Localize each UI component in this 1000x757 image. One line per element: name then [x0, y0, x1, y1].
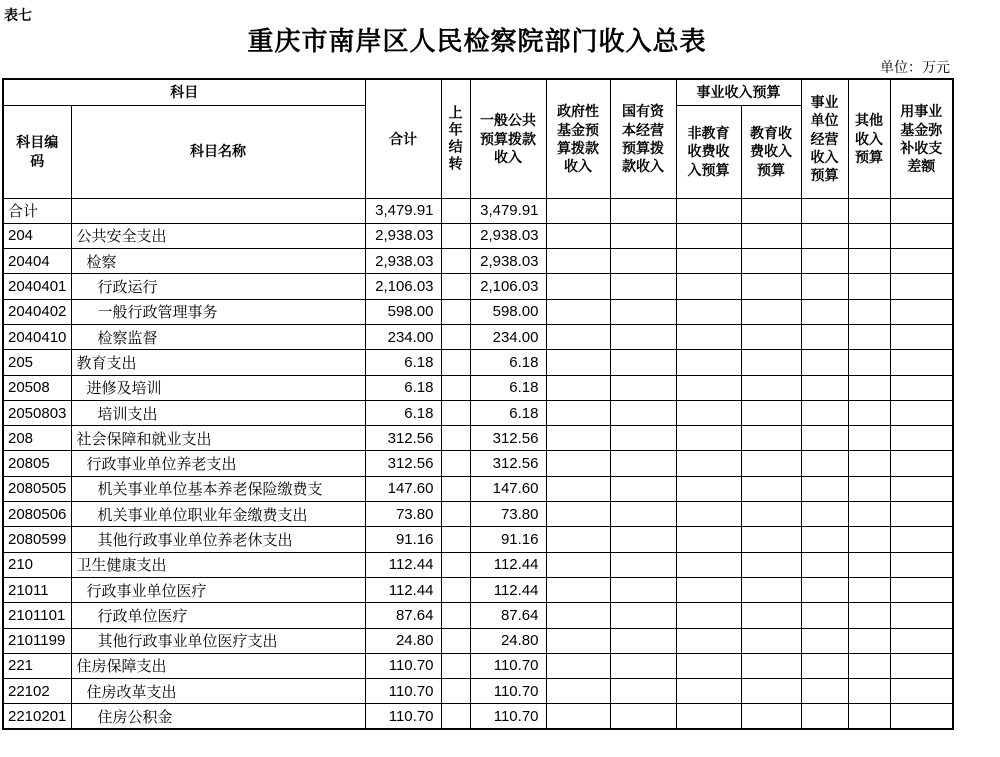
fund-subsidy-cell — [890, 426, 953, 451]
subject-code-cell: 2050803 — [3, 400, 71, 425]
other-income-cell — [848, 223, 890, 248]
state-capital-cell — [610, 653, 676, 678]
non-edu-fee-cell — [676, 451, 741, 476]
subject-code-cell: 20508 — [3, 375, 71, 400]
gov-fund-cell — [546, 426, 610, 451]
general-budget-cell: 6.18 — [470, 350, 546, 375]
general-budget-cell: 6.18 — [470, 375, 546, 400]
other-income-cell — [848, 426, 890, 451]
header-gov-fund-budget: 政府性基金预算拨款收入 — [546, 79, 610, 198]
state-capital-cell — [610, 223, 676, 248]
header-edu-fee-income: 教育收费收入预算 — [741, 105, 801, 198]
operating-income-cell — [801, 628, 848, 653]
edu-fee-cell — [741, 577, 801, 602]
table-row — [3, 527, 953, 552]
other-income-cell — [848, 628, 890, 653]
non-edu-fee-cell — [676, 653, 741, 678]
edu-fee-cell — [741, 704, 801, 729]
other-income-cell — [848, 324, 890, 349]
header-subject-code: 科目编码 — [3, 105, 71, 198]
subject-name-cell: 机关事业单位基本养老保险缴费支 — [71, 476, 365, 501]
fund-subsidy-cell — [890, 679, 953, 704]
gov-fund-cell — [546, 704, 610, 729]
subject-code-cell: 221 — [3, 653, 71, 678]
state-capital-cell — [610, 400, 676, 425]
non-edu-fee-cell — [676, 223, 741, 248]
subject-code-cell: 205 — [3, 350, 71, 375]
total-cell: 2,106.03 — [365, 274, 441, 299]
fund-subsidy-cell — [890, 603, 953, 628]
fund-subsidy-cell — [890, 451, 953, 476]
operating-income-cell — [801, 274, 848, 299]
general-budget-cell: 2,106.03 — [470, 274, 546, 299]
other-income-cell — [848, 603, 890, 628]
page-title: 重庆市南岸区人民检察院部门收入总表 — [247, 26, 707, 56]
carryover-cell — [441, 426, 470, 451]
other-income-cell — [848, 527, 890, 552]
total-cell: 110.70 — [365, 653, 441, 678]
subject-code-cell: 2080505 — [3, 476, 71, 501]
gov-fund-cell — [546, 679, 610, 704]
operating-income-cell — [801, 249, 848, 274]
gov-fund-cell — [546, 552, 610, 577]
header-prev-year-carryover: 上年结转 — [441, 79, 470, 198]
non-edu-fee-cell — [676, 679, 741, 704]
edu-fee-cell — [741, 249, 801, 274]
general-budget-cell: 234.00 — [470, 324, 546, 349]
carryover-cell — [441, 274, 470, 299]
table-row — [3, 476, 953, 501]
edu-fee-cell — [741, 350, 801, 375]
carryover-cell — [441, 704, 470, 729]
table-row — [3, 653, 953, 678]
state-capital-cell — [610, 274, 676, 299]
subject-name-cell: 社会保障和就业支出 — [71, 426, 365, 451]
general-budget-cell: 87.64 — [470, 603, 546, 628]
edu-fee-cell — [741, 653, 801, 678]
general-budget-cell: 2,938.03 — [470, 249, 546, 274]
operating-income-cell — [801, 704, 848, 729]
subject-name-cell: 培训支出 — [71, 400, 365, 425]
edu-fee-cell — [741, 679, 801, 704]
table-row — [3, 502, 953, 527]
gov-fund-cell — [546, 628, 610, 653]
other-income-cell — [848, 350, 890, 375]
operating-income-cell — [801, 653, 848, 678]
state-capital-cell — [610, 350, 676, 375]
subject-name-cell: 行政运行 — [71, 274, 365, 299]
edu-fee-cell — [741, 299, 801, 324]
state-capital-cell — [610, 628, 676, 653]
subject-name-cell: 卫生健康支出 — [71, 552, 365, 577]
table-row — [3, 704, 953, 729]
state-capital-cell — [610, 426, 676, 451]
table-row — [3, 451, 953, 476]
operating-income-cell — [801, 552, 848, 577]
subject-code-cell: 2080506 — [3, 502, 71, 527]
other-income-cell — [848, 552, 890, 577]
subject-code-cell: 2101101 — [3, 603, 71, 628]
table-row — [3, 223, 953, 248]
header-general-public-budget: 一般公共预算拨款收入 — [470, 79, 546, 198]
other-income-cell — [848, 400, 890, 425]
gov-fund-cell — [546, 249, 610, 274]
table-row — [3, 628, 953, 653]
table-row — [3, 552, 953, 577]
edu-fee-cell — [741, 400, 801, 425]
total-cell: 6.18 — [365, 375, 441, 400]
non-edu-fee-cell — [676, 527, 741, 552]
state-capital-cell — [610, 577, 676, 602]
state-capital-cell — [610, 603, 676, 628]
total-cell: 2,938.03 — [365, 249, 441, 274]
state-capital-cell — [610, 249, 676, 274]
subject-name-cell: 住房改革支出 — [71, 679, 365, 704]
state-capital-cell — [610, 552, 676, 577]
total-cell: 2,938.03 — [365, 223, 441, 248]
subject-code-cell: 合计 — [3, 198, 71, 223]
table-row — [3, 324, 953, 349]
subject-name-cell: 行政事业单位医疗 — [71, 577, 365, 602]
fund-subsidy-cell — [890, 324, 953, 349]
table-row — [3, 249, 953, 274]
table-row — [3, 679, 953, 704]
subject-code-cell: 21011 — [3, 577, 71, 602]
operating-income-cell — [801, 426, 848, 451]
other-income-cell — [848, 704, 890, 729]
general-budget-cell: 6.18 — [470, 400, 546, 425]
header-subject-name: 科目名称 — [71, 105, 365, 198]
total-cell: 112.44 — [365, 552, 441, 577]
subject-name-cell: 住房公积金 — [71, 704, 365, 729]
total-cell: 112.44 — [365, 577, 441, 602]
operating-income-cell — [801, 299, 848, 324]
fund-subsidy-cell — [890, 274, 953, 299]
carryover-cell — [441, 653, 470, 678]
non-edu-fee-cell — [676, 502, 741, 527]
non-edu-fee-cell — [676, 704, 741, 729]
non-edu-fee-cell — [676, 274, 741, 299]
fund-subsidy-cell — [890, 400, 953, 425]
other-income-cell — [848, 502, 890, 527]
total-cell: 598.00 — [365, 299, 441, 324]
edu-fee-cell — [741, 502, 801, 527]
table-row — [3, 603, 953, 628]
carryover-cell — [441, 350, 470, 375]
operating-income-cell — [801, 577, 848, 602]
gov-fund-cell — [546, 350, 610, 375]
general-budget-cell: 598.00 — [470, 299, 546, 324]
state-capital-cell — [610, 527, 676, 552]
non-edu-fee-cell — [676, 375, 741, 400]
table-row — [3, 375, 953, 400]
edu-fee-cell — [741, 198, 801, 223]
subject-code-cell: 208 — [3, 426, 71, 451]
subject-code-cell: 2040401 — [3, 274, 71, 299]
gov-fund-cell — [546, 603, 610, 628]
subject-name-cell: 其他行政事业单位养老休支出 — [71, 527, 365, 552]
header-state-capital-budget: 国有资本经营预算拨款收入 — [610, 79, 676, 198]
general-budget-cell: 110.70 — [470, 653, 546, 678]
fund-subsidy-cell — [890, 552, 953, 577]
general-budget-cell: 24.80 — [470, 628, 546, 653]
header-total: 合计 — [365, 79, 441, 198]
operating-income-cell — [801, 476, 848, 501]
gov-fund-cell — [546, 502, 610, 527]
fund-subsidy-cell — [890, 502, 953, 527]
operating-income-cell — [801, 324, 848, 349]
carryover-cell — [441, 577, 470, 602]
fund-subsidy-cell — [890, 527, 953, 552]
general-budget-cell: 112.44 — [470, 552, 546, 577]
total-cell: 24.80 — [365, 628, 441, 653]
state-capital-cell — [610, 451, 676, 476]
header-non-edu-fee-income: 非教育收费收入预算 — [676, 105, 741, 198]
subject-name-cell: 公共安全支出 — [71, 223, 365, 248]
general-budget-cell: 110.70 — [470, 704, 546, 729]
gov-fund-cell — [546, 274, 610, 299]
total-cell: 73.80 — [365, 502, 441, 527]
edu-fee-cell — [741, 476, 801, 501]
total-cell: 312.56 — [365, 426, 441, 451]
gov-fund-cell — [546, 527, 610, 552]
fund-subsidy-cell — [890, 577, 953, 602]
unit-note: 单位：万元 — [880, 59, 950, 75]
subject-name-cell: 进修及培训 — [71, 375, 365, 400]
income-summary-table — [2, 78, 954, 730]
edu-fee-cell — [741, 603, 801, 628]
header-fund-subsidy: 用事业基金弥补收支差额 — [890, 79, 953, 198]
other-income-cell — [848, 451, 890, 476]
non-edu-fee-cell — [676, 350, 741, 375]
general-budget-cell: 110.70 — [470, 679, 546, 704]
subject-code-cell: 2040402 — [3, 299, 71, 324]
gov-fund-cell — [546, 451, 610, 476]
operating-income-cell — [801, 527, 848, 552]
carryover-cell — [441, 375, 470, 400]
state-capital-cell — [610, 198, 676, 223]
subject-code-cell: 20805 — [3, 451, 71, 476]
table-number-label: 表七 — [4, 7, 32, 23]
other-income-cell — [848, 476, 890, 501]
subject-code-cell: 2101199 — [3, 628, 71, 653]
fund-subsidy-cell — [890, 198, 953, 223]
carryover-cell — [441, 400, 470, 425]
state-capital-cell — [610, 679, 676, 704]
general-budget-cell: 3,479.91 — [470, 198, 546, 223]
subject-code-cell: 2040410 — [3, 324, 71, 349]
header-other-income: 其他收入预算 — [848, 79, 890, 198]
state-capital-cell — [610, 324, 676, 349]
subject-name-cell: 其他行政事业单位医疗支出 — [71, 628, 365, 653]
subject-code-cell: 210 — [3, 552, 71, 577]
fund-subsidy-cell — [890, 704, 953, 729]
fund-subsidy-cell — [890, 350, 953, 375]
table-row — [3, 577, 953, 602]
total-cell: 6.18 — [365, 400, 441, 425]
edu-fee-cell — [741, 274, 801, 299]
fund-subsidy-cell — [890, 223, 953, 248]
general-budget-cell: 2,938.03 — [470, 223, 546, 248]
operating-income-cell — [801, 451, 848, 476]
header-operating-income-group: 事业收入预算 — [676, 79, 801, 105]
operating-income-cell — [801, 603, 848, 628]
other-income-cell — [848, 577, 890, 602]
total-cell: 110.70 — [365, 679, 441, 704]
operating-income-cell — [801, 223, 848, 248]
edu-fee-cell — [741, 324, 801, 349]
gov-fund-cell — [546, 577, 610, 602]
table-row — [3, 426, 953, 451]
subject-name-cell: 行政事业单位养老支出 — [71, 451, 365, 476]
general-budget-cell: 112.44 — [470, 577, 546, 602]
subject-code-cell: 204 — [3, 223, 71, 248]
subject-name-cell: 检察 — [71, 249, 365, 274]
non-edu-fee-cell — [676, 324, 741, 349]
subject-name-cell — [71, 198, 365, 223]
fund-subsidy-cell — [890, 299, 953, 324]
operating-income-cell — [801, 502, 848, 527]
table-row — [3, 274, 953, 299]
subject-name-cell: 机关事业单位职业年金缴费支出 — [71, 502, 365, 527]
carryover-cell — [441, 552, 470, 577]
subject-name-cell: 住房保障支出 — [71, 653, 365, 678]
carryover-cell — [441, 502, 470, 527]
total-cell: 234.00 — [365, 324, 441, 349]
table-body — [3, 198, 953, 729]
edu-fee-cell — [741, 451, 801, 476]
gov-fund-cell — [546, 375, 610, 400]
state-capital-cell — [610, 502, 676, 527]
total-cell: 6.18 — [365, 350, 441, 375]
edu-fee-cell — [741, 426, 801, 451]
subject-name-cell: 教育支出 — [71, 350, 365, 375]
edu-fee-cell — [741, 628, 801, 653]
state-capital-cell — [610, 704, 676, 729]
subject-name-cell: 一般行政管理事务 — [71, 299, 365, 324]
edu-fee-cell — [741, 527, 801, 552]
operating-income-cell — [801, 400, 848, 425]
carryover-cell — [441, 679, 470, 704]
non-edu-fee-cell — [676, 577, 741, 602]
non-edu-fee-cell — [676, 400, 741, 425]
fund-subsidy-cell — [890, 628, 953, 653]
carryover-cell — [441, 223, 470, 248]
table-row — [3, 350, 953, 375]
fund-subsidy-cell — [890, 249, 953, 274]
table-row — [3, 299, 953, 324]
header-business-operating-income: 事业单位经营收入预算 — [801, 79, 848, 198]
subject-name-cell: 行政单位医疗 — [71, 603, 365, 628]
carryover-cell — [441, 249, 470, 274]
carryover-cell — [441, 299, 470, 324]
subject-code-cell: 22102 — [3, 679, 71, 704]
carryover-cell — [441, 628, 470, 653]
fund-subsidy-cell — [890, 375, 953, 400]
fund-subsidy-cell — [890, 476, 953, 501]
operating-income-cell — [801, 350, 848, 375]
gov-fund-cell — [546, 400, 610, 425]
other-income-cell — [848, 375, 890, 400]
gov-fund-cell — [546, 223, 610, 248]
state-capital-cell — [610, 299, 676, 324]
total-cell: 87.64 — [365, 603, 441, 628]
table-row — [3, 400, 953, 425]
operating-income-cell — [801, 679, 848, 704]
gov-fund-cell — [546, 324, 610, 349]
non-edu-fee-cell — [676, 476, 741, 501]
other-income-cell — [848, 299, 890, 324]
gov-fund-cell — [546, 653, 610, 678]
general-budget-cell: 147.60 — [470, 476, 546, 501]
edu-fee-cell — [741, 223, 801, 248]
subject-code-cell: 20404 — [3, 249, 71, 274]
state-capital-cell — [610, 476, 676, 501]
other-income-cell — [848, 249, 890, 274]
total-cell: 91.16 — [365, 527, 441, 552]
other-income-cell — [848, 274, 890, 299]
edu-fee-cell — [741, 375, 801, 400]
gov-fund-cell — [546, 476, 610, 501]
carryover-cell — [441, 527, 470, 552]
table-row — [3, 198, 953, 223]
carryover-cell — [441, 324, 470, 349]
subject-name-cell: 检察监督 — [71, 324, 365, 349]
general-budget-cell: 73.80 — [470, 502, 546, 527]
non-edu-fee-cell — [676, 552, 741, 577]
total-cell: 312.56 — [365, 451, 441, 476]
total-cell: 147.60 — [365, 476, 441, 501]
header-subject-group: 科目 — [3, 79, 365, 105]
non-edu-fee-cell — [676, 249, 741, 274]
total-cell: 3,479.91 — [365, 198, 441, 223]
total-cell: 110.70 — [365, 704, 441, 729]
operating-income-cell — [801, 198, 848, 223]
carryover-cell — [441, 198, 470, 223]
non-edu-fee-cell — [676, 426, 741, 451]
gov-fund-cell — [546, 299, 610, 324]
non-edu-fee-cell — [676, 628, 741, 653]
subject-code-cell: 2210201 — [3, 704, 71, 729]
fund-subsidy-cell — [890, 653, 953, 678]
operating-income-cell — [801, 375, 848, 400]
carryover-cell — [441, 476, 470, 501]
non-edu-fee-cell — [676, 198, 741, 223]
gov-fund-cell — [546, 198, 610, 223]
general-budget-cell: 91.16 — [470, 527, 546, 552]
non-edu-fee-cell — [676, 603, 741, 628]
other-income-cell — [848, 653, 890, 678]
edu-fee-cell — [741, 552, 801, 577]
other-income-cell — [848, 679, 890, 704]
general-budget-cell: 312.56 — [470, 426, 546, 451]
non-edu-fee-cell — [676, 299, 741, 324]
carryover-cell — [441, 451, 470, 476]
general-budget-cell: 312.56 — [470, 451, 546, 476]
other-income-cell — [848, 198, 890, 223]
subject-code-cell: 2080599 — [3, 527, 71, 552]
carryover-cell — [441, 603, 470, 628]
state-capital-cell — [610, 375, 676, 400]
